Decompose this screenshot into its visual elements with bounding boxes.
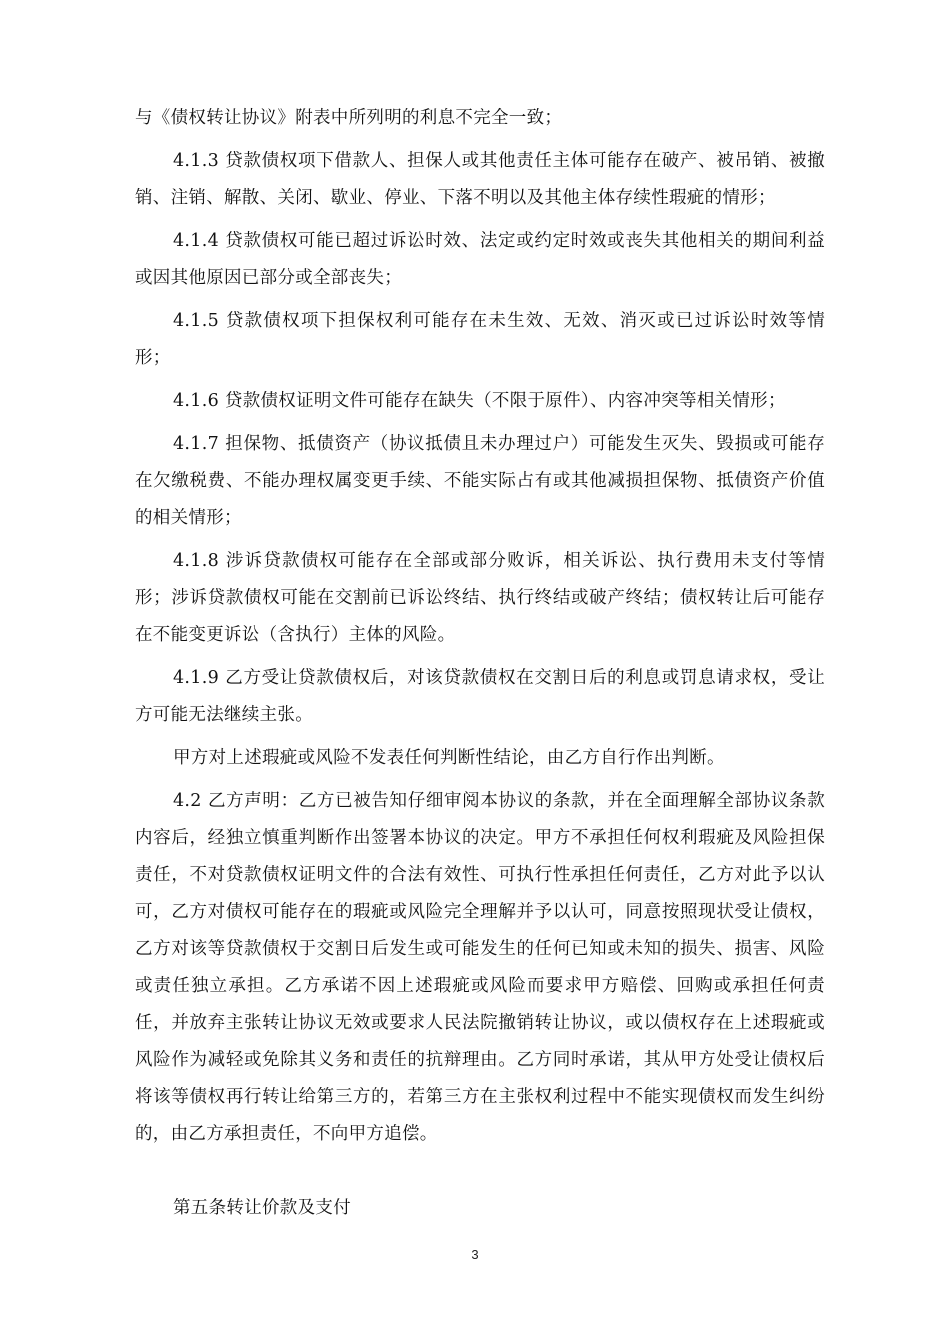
document-body <box>135 100 825 1233</box>
party-a-statement: 甲方对上述瑕疵或风险不发表任何判断性结论，由乙方自行作出判断。 <box>173 748 725 768</box>
section-heading: 第五条转让价款及支付 <box>173 1198 351 1218</box>
clause-4-1-4: 4.1.4 贷款债权可能已超过诉讼时效、法定或约定时效或丧失其他相关的期间利益或因其他原因已部分或全部丧失； <box>135 231 825 288</box>
paragraph-continuation: 与《债权转让协议》附表中所列明的利息不完全一致； <box>135 108 563 128</box>
clause-4-1-3: 4.1.3 贷款债权项下借款人、担保人或其他责任主体可能存在破产、被吊销、被撤销、注销、解散、关闭、歇业、停业、下落不明以及其他主体存续性瑕疵的情形； <box>135 151 825 208</box>
clause-4-1-8: 4.1.8 涉诉贷款债权可能存在全部或部分败诉，相关诉讼、执行费用未支付等情形；涉诉贷款债权可能在交割前已诉讼终结、执行终结或破产终结；债权转让后可能存在不能变更诉讼（含执行）主体的风险。 <box>135 551 825 645</box>
clause-4-1-6: 4.1.6 贷款债权证明文件可能存在缺失（不限于原件）、内容冲突等相关情形； <box>173 391 786 411</box>
page-number: 3 <box>471 1247 479 1262</box>
clause-4-1-7: 4.1.7 担保物、抵债资产（协议抵债且未办理过户）可能发生灭失、毁损或可能存在欠缴税费、不能办理权属变更手续、不能实际占有或其他减损担保物、抵债资产价值的相关情形； <box>135 434 825 528</box>
clause-4-1-5: 4.1.5 贷款债权项下担保权利可能存在未生效、无效、消灭或已过诉讼时效等情形； <box>135 311 825 368</box>
clause-4-1-9: 4.1.9 乙方受让贷款债权后，对该贷款债权在交割日后的利息或罚息请求权，受让方可能无法继续主张。 <box>135 668 825 725</box>
clause-4-2: 4.2 乙方声明：乙方已被告知仔细审阅本协议的条款，并在全面理解全部协议条款内容后，经独立慎重判断作出签署本协议的决定。甲方不承担任何权利瑕疵及风险担保责任，不对贷款债权证明文件的合法有效性、可执行性承担任何责任，乙方对此予以认可，乙方对债权可能存在的瑕疵或风险完全理解并予以认可，同意按照现状受让债权，乙方对该等贷款债权于交割日后发生或可能发生的任何已知或未知的损失、损害、风险或责任独立承担。乙方承诺不因上述瑕疵或风险而要求甲方赔偿、回购或承担任何责任，并放弃主张转让协议无效或要求人民法院撤销转让协议，或以债权存在上述瑕疵或风险作为减轻或免除其义务和责任的抗辩理由。乙方同时承诺，其从甲方处受让债权后将该等债权再行转让给第三方的，若第三方在主张权利过程中不能实现债权而发生纠纷的，由乙方承担责任，不向甲方追偿。 <box>135 791 825 1144</box>
